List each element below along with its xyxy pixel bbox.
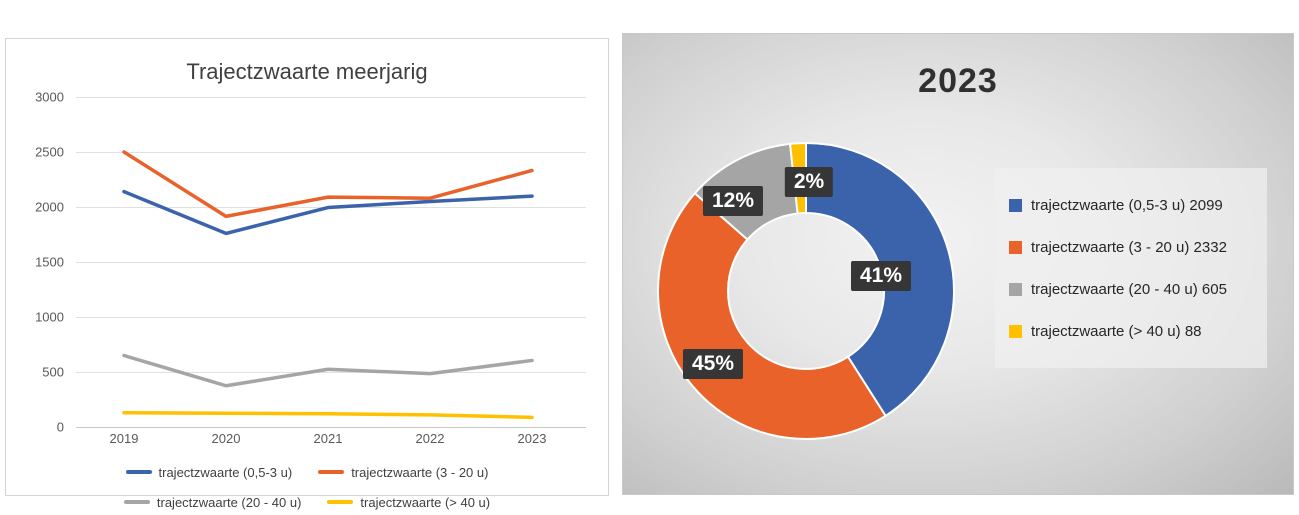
x-axis-line [76, 427, 586, 428]
legend-item [318, 459, 488, 485]
line-series [124, 413, 532, 418]
donut-percent-label: 12% [703, 186, 763, 216]
donut-chart-legend [995, 168, 1267, 368]
line-series [124, 356, 532, 386]
line-chart-title: Trajectzwaarte meerjarig [186, 59, 428, 84]
y-tick-label: 1000 [35, 309, 64, 325]
line-series-svg [76, 97, 586, 427]
x-tick-label: 2019 [109, 431, 139, 446]
x-tick-label: 2020 [211, 431, 241, 446]
legend-color-swatch-icon [1009, 199, 1022, 212]
donut-percent-label: 41% [851, 261, 911, 291]
donut-percent-label: 2% [785, 167, 833, 197]
legend-label: trajectzwaarte (0,5-3 u) [158, 464, 293, 480]
legend-item [1009, 310, 1257, 352]
donut-chart-plot-area [641, 126, 971, 456]
legend-item [1009, 184, 1257, 226]
legend-item [1009, 268, 1257, 310]
legend-color-swatch-icon [318, 470, 344, 474]
x-tick-label: 2021 [313, 431, 343, 446]
y-tick-label: 2500 [35, 144, 64, 160]
donut-chart-title: 2023 [918, 62, 998, 100]
legend-color-swatch-icon [124, 500, 150, 504]
line-chart-x-axis [76, 431, 586, 451]
legend-label: trajectzwaarte (20 - 40 u) [156, 494, 302, 510]
legend-color-swatch-icon [1009, 325, 1022, 338]
legend-color-swatch-icon [126, 470, 152, 474]
legend-label: trajectzwaarte (20 - 40 u) 605 [1031, 280, 1227, 298]
legend-label: trajectzwaarte (3 - 20 u) 2332 [1031, 238, 1227, 256]
x-tick-label: 2022 [415, 431, 445, 446]
legend-label: trajectzwaarte (3 - 20 u) [351, 464, 489, 480]
line-chart-plot-area [76, 97, 586, 427]
legend-item [327, 489, 490, 515]
line-chart-panel [5, 38, 609, 510]
legend-color-swatch-icon [1009, 283, 1022, 296]
y-tick-label: 2000 [35, 199, 64, 215]
y-tick-label: 1500 [35, 254, 64, 270]
y-tick-label: 0 [56, 419, 64, 435]
x-tick-label: 2023 [517, 431, 547, 446]
legend-label: trajectzwaarte (> 40 u) [360, 494, 491, 510]
legend-label: trajectzwaarte (0,5-3 u) 2099 [1031, 196, 1223, 214]
legend-color-swatch-icon [1009, 241, 1022, 254]
line-chart-y-axis [6, 89, 72, 435]
legend-item [1009, 226, 1257, 268]
y-tick-label: 3000 [35, 89, 64, 105]
donut-chart-panel [622, 33, 1294, 495]
legend-item [126, 459, 293, 485]
legend-color-swatch-icon [327, 500, 353, 504]
donut-percent-label: 45% [683, 349, 743, 379]
line-chart-legend [6, 459, 608, 515]
donut-slice [658, 193, 886, 439]
legend-item [124, 489, 302, 515]
y-tick-label: 500 [42, 364, 64, 380]
legend-label: trajectzwaarte (> 40 u) 88 [1031, 322, 1202, 340]
